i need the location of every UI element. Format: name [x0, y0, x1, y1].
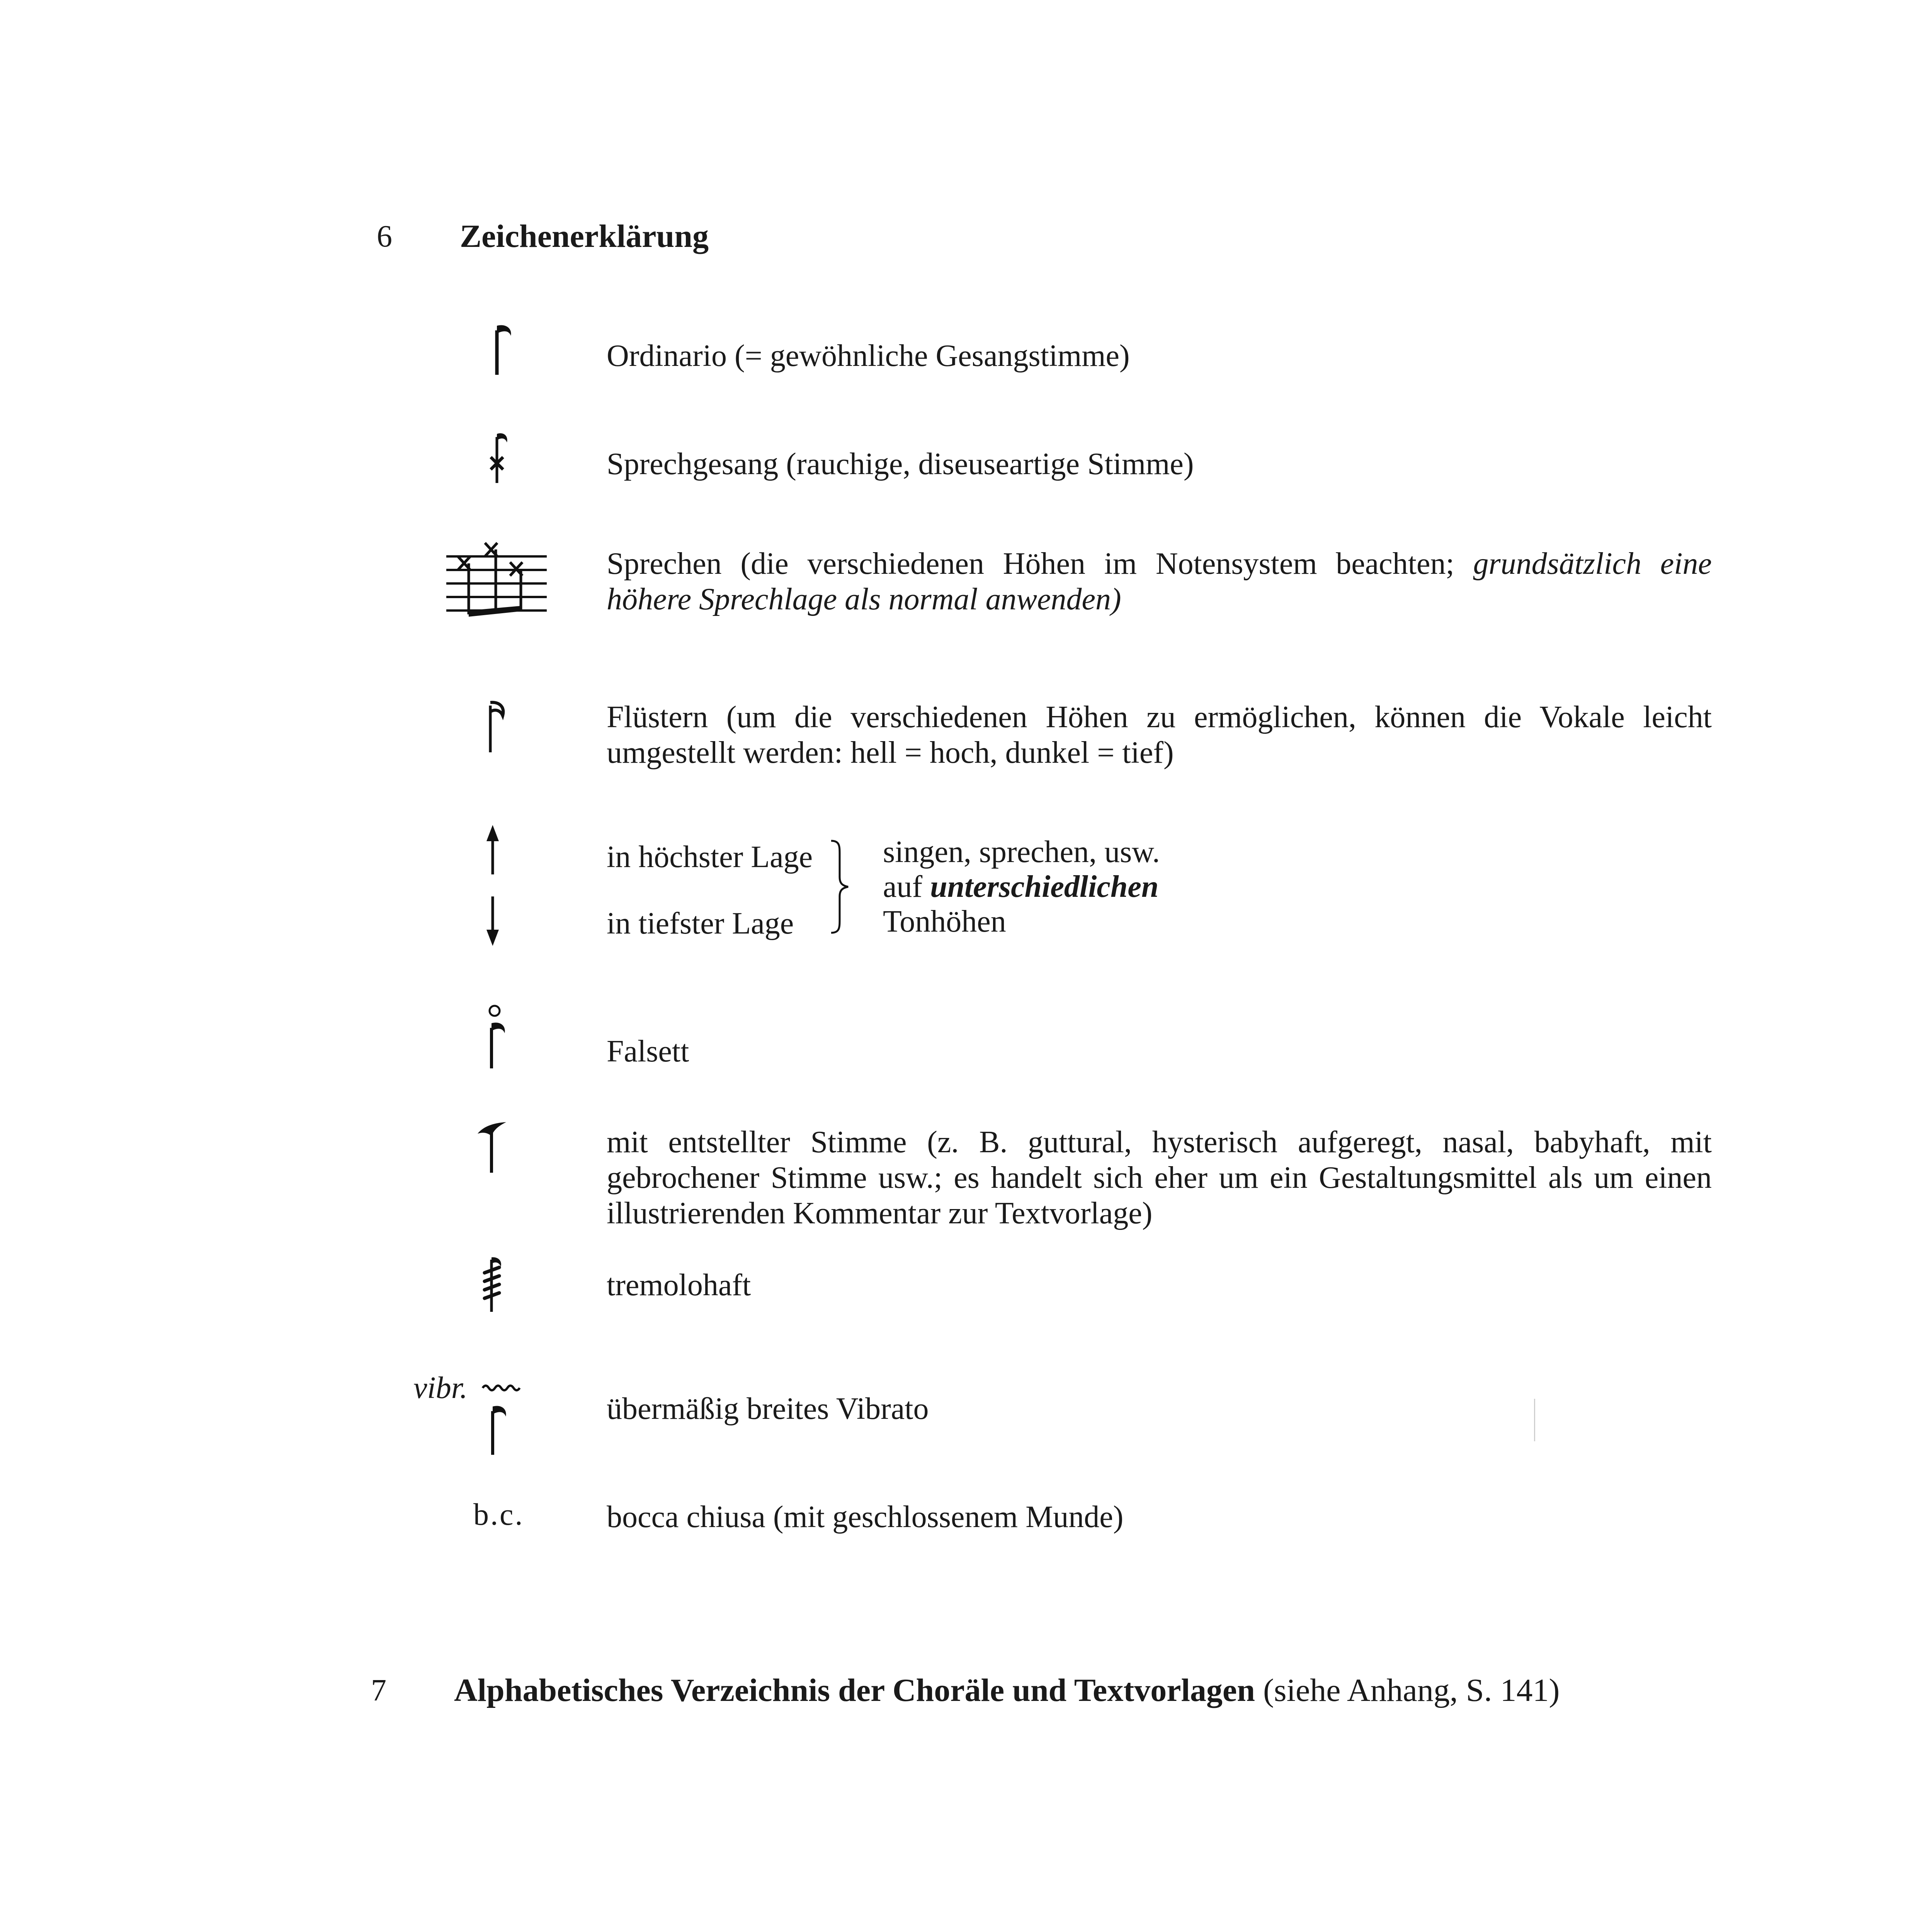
next-section-title: Alphabetisches Verzeichnis der Choräle und Textvorlagen (siehe Anhang, S. 141) [454, 1672, 1560, 1708]
curly-brace-icon [829, 838, 852, 935]
range-low-label: in tiefster Lage [607, 906, 794, 940]
arrow-down-icon [485, 896, 500, 947]
entstellt-icon [475, 1121, 510, 1175]
next-section-note: (siehe Anhang, S. 141) [1255, 1672, 1560, 1708]
vibrato-icon [481, 1379, 524, 1457]
legend-sprechgesang-text: Sprechgesang (rauchige, diseuseartige Stimme) [607, 447, 1194, 481]
vibr-label: vibr. [413, 1371, 468, 1405]
next-section-number: 7 [371, 1673, 386, 1708]
bc-label: b.c. [473, 1498, 524, 1532]
range-action-line3: Tonhöhen [883, 905, 1006, 939]
arrow-up-icon [485, 825, 500, 875]
section-number: 6 [377, 219, 392, 253]
legend-falsett-text: Falsett [607, 1034, 689, 1068]
legend-ordinario-text: Ordinario (= gewöhnliche Gesangstimme) [607, 339, 1130, 373]
legend-fluestern-text: Flüstern (um die verschiedenen Höhen zu ermöglichen, können die Vokale leicht umgestellt werden: hell = hoch, dunkel = tief) [607, 700, 1712, 770]
range-high-label: in höchster Lage [607, 840, 813, 874]
legend-bc-text: bocca chiusa (mit geschlossenem Munde) [607, 1500, 1124, 1534]
fluestern-icon [485, 700, 508, 754]
range-action-text [883, 835, 1160, 939]
scan-mark [1534, 1399, 1535, 1441]
sprechgesang-icon [488, 431, 511, 485]
legend-vibrato-text: übermäßig breites Vibrato [607, 1392, 929, 1426]
legend-tremolo-text: tremolohaft [607, 1268, 751, 1302]
legend-sprechen-italic: grundsätzlich eine höhere Sprechlage als normal anwenden) [607, 547, 1712, 616]
range-action-line2: auf unterschiedlichen [883, 870, 1159, 904]
tremolo-icon [478, 1256, 505, 1314]
legend-entstellt-text: mit entstellter Stimme (z. B. guttural, hysterisch aufgeregt, nasal, babyhaft, mit gebrochener Stimme usw.; es handelt sich eher um ein Gestaltungsmittel als um einen illustrierenden Kommentar zur Textvorlage) [607, 1125, 1712, 1230]
ordinario-icon [494, 323, 517, 377]
section-title: Zeichenerklärung [460, 218, 709, 254]
sprechen-staff-icon [446, 541, 547, 618]
falsett-icon [486, 1005, 509, 1070]
legend-sprechen-text: Sprechen (die verschiedenen Höhen im Notensystem beachten; grundsätzlich eine höhere Sprechlage als normal anwenden) [607, 547, 1712, 616]
range-action-line1: singen, sprechen, usw. [883, 835, 1160, 869]
